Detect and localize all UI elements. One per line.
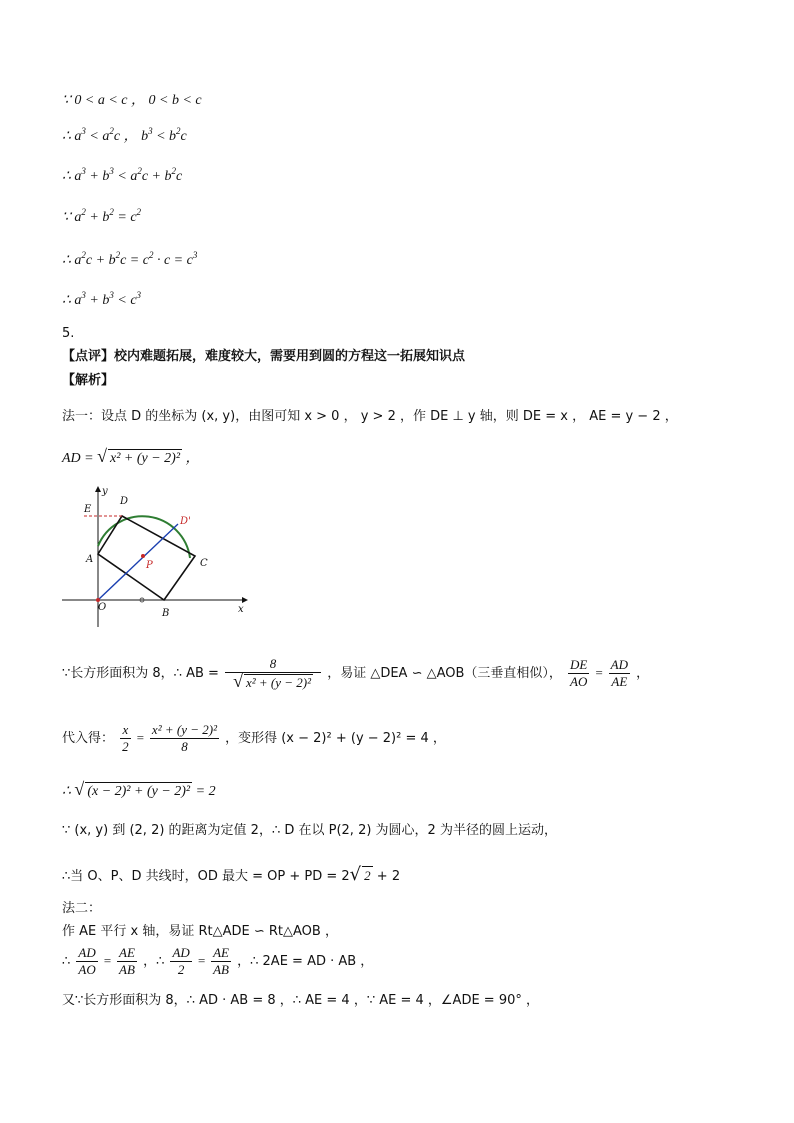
comment-line: 【点评】校内难题拓展，难度较大，需要用到圆的方程这一拓展知识点	[62, 349, 466, 364]
ratio-de-ao: $\frac{DE}{AO}$	[570, 657, 588, 689]
label-c: C	[200, 558, 208, 569]
frac-ae-ab-2: $\frac{AE}{AB}$	[213, 945, 229, 977]
method1-substitute-line: 代入得： $\frac{x}{2}$ = $\frac{\text{x² + (y − 2)²}}{8}$ ，变形得 (x − 2)² + (y − 2)² = 4 ，	[62, 722, 446, 754]
label-y: y	[102, 486, 108, 497]
analysis-heading: 【解析】	[62, 373, 115, 388]
label-p: P	[146, 560, 153, 571]
proof-line-5: ∴ $a^2c + b^2c = c^2 \cdot c = c^3$	[62, 250, 198, 268]
x-axis-arrow-icon	[242, 597, 248, 603]
rectangle-abcd	[98, 516, 195, 600]
method1-area-line: ∵长方形面积为 8，∴ AB = $\frac{8}{\text{√ x² + (y − 2)²}}$ ，易证 △DEA ∽ △AOB（三垂直相似）， $\frac{DE}{AO}$ = $\frac{AD}{AE}$ ，	[62, 656, 650, 691]
method1-root-line: ∴ √ (x − 2)² + (y − 2)² = 2	[62, 779, 216, 799]
rhs-fraction: $\frac{\text{x² + (y − 2)²}}{8}$	[151, 722, 217, 754]
method1-circle-line: ∵ (x, y) 到 (2, 2) 的距离为定值 2，∴ D 在以 P(2, 2) 为圆心，2 为半径的圆上运动，	[62, 823, 557, 838]
label-d: D	[120, 496, 129, 507]
method1-line1: 法一：设点 D 的坐标为 (x, y)，由图可知 x > 0 ， y > 2 ，作 DE ⊥ y 轴，则 DE = x ， AE = y − 2 ，	[62, 409, 678, 424]
proof-line-4: ∵ $a^2 + b^2 = c^2$	[62, 207, 142, 225]
label-x: x	[238, 604, 244, 615]
frac-ad-ao: $\frac{AD}{AO}$	[78, 945, 96, 977]
ab-fraction: $\frac{8}{\text{√ x² + (y − 2)²}}$	[225, 656, 321, 691]
label-o: O	[98, 602, 107, 613]
geometry-figure	[62, 482, 252, 627]
method2-line3: 又∵长方形面积为 8，∴ AD · AB = 8 ，∴ AE = 4 ，∵ AE = 4 ，∠ADE = 90° ，	[62, 993, 539, 1008]
method2-title: 法二：	[62, 901, 102, 916]
method2-line1: 作 AE 平行 x 轴，易证 Rt△ADE ∽ Rt△AOB ，	[62, 924, 338, 939]
label-e: E	[84, 504, 92, 515]
proof-line-1: ∵ 0 < a < c ， 0 < b < c	[62, 93, 202, 108]
frac-ad-2: $\frac{AD}{2}$	[172, 945, 190, 977]
label-a: A	[86, 554, 94, 565]
method2-line2: ∴ $\frac{AD}{AO}$ = $\frac{AE}{AB}$ ，∴ $\frac{AD}{2}$ = $\frac{AE}{AB}$ ，∴ 2AE = AD · AB ，	[62, 945, 374, 977]
ratio-ad-ae: $\frac{AD}{AE}$	[610, 657, 629, 689]
circle-arc	[98, 516, 190, 558]
method1-ad-line: AD = √ x² + (y − 2)² ，	[62, 446, 200, 466]
question-number: 5.	[62, 326, 75, 341]
proof-line-6: ∴ $a^3 + b^3 < c^3$	[62, 290, 142, 308]
method1-max-line: ∴当 O、P、D 共线时，OD 最大 = OP + PD = 2√ 2 + 2	[62, 864, 401, 885]
y-axis-arrow-icon	[95, 486, 101, 492]
point-p	[141, 554, 145, 558]
x-over-2: $\frac{x}{2}$	[122, 722, 129, 754]
frac-ae-ab: $\frac{AE}{AB}$	[119, 945, 135, 977]
proof-line-3: ∴ $a^3 + b^3 < a^2c + b^2c$	[62, 166, 183, 184]
proof-line-2: ∴ $a^3 < a^2c$ ， $b^3 < b^2c$	[62, 126, 187, 144]
label-d-prime: D'	[180, 516, 191, 527]
label-b: B	[162, 608, 170, 619]
